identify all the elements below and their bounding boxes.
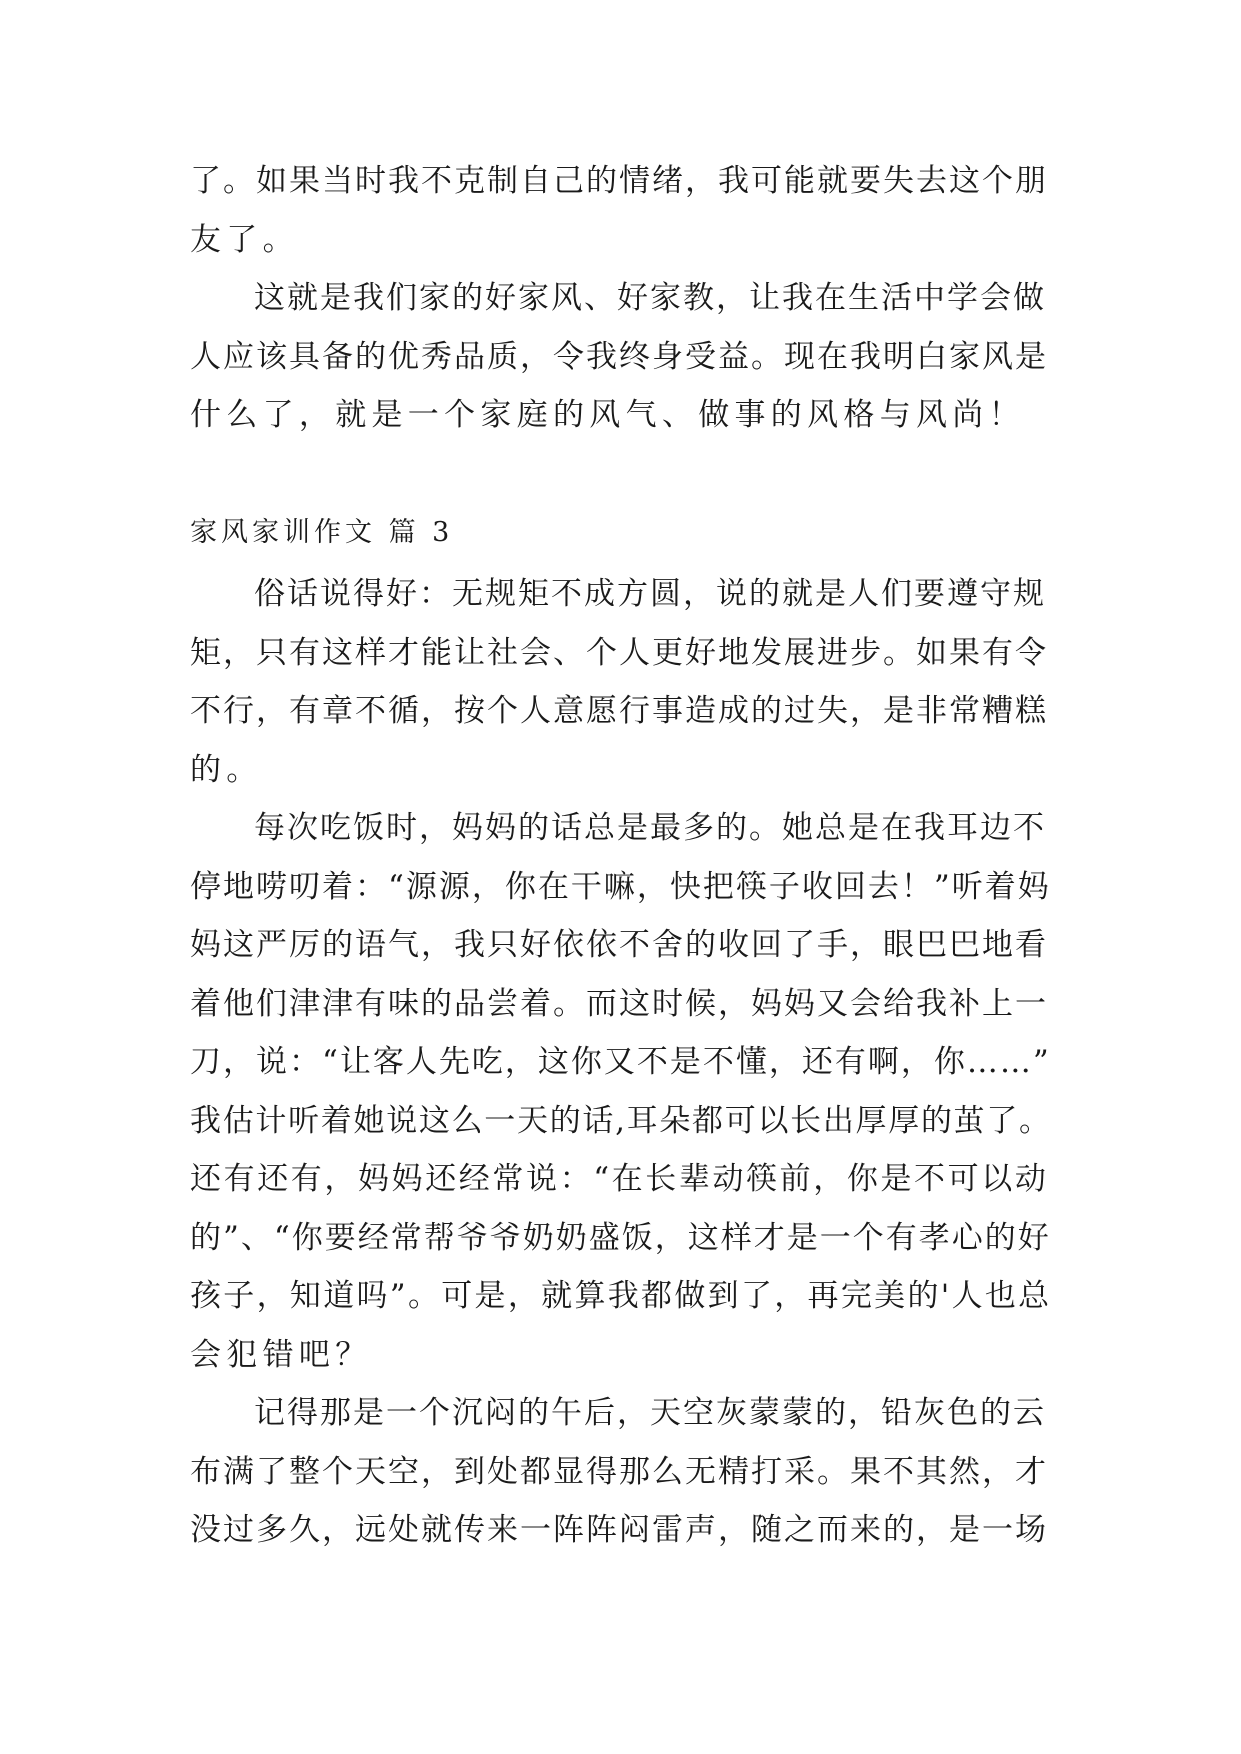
text-line: 友了。 — [190, 221, 299, 258]
essay-section-top — [190, 152, 1052, 445]
text-line: 妈这严厉的语气，我只好依依不舍的收回了手，眼巴巴地看 — [190, 927, 1048, 963]
text-line: 我估计听着她说这么一天的话,耳朵都可以长出厚厚的茧了。 — [190, 1102, 1052, 1139]
text-line: 矩，只有这样才能让社会、个人更好地发展进步。如果有令 — [190, 634, 1048, 671]
text-line: 没过多久，远处就传来一阵阵闷雷声，随之而来的，是一场 — [190, 1512, 1048, 1548]
text-line: 每次吃饭时，妈妈的话总是最多的。她总是在我耳边不 — [254, 810, 1046, 846]
text-line: 这就是我们家的好家风、好家教，让我在生活中学会做 — [254, 280, 1046, 316]
text-line: 的。 — [190, 751, 263, 788]
section-heading: 家风家训作文 篇 3 — [190, 517, 454, 548]
text-line: 了。如果当时我不克制自己的情绪，我可能就要失去这个朋 — [190, 163, 1048, 199]
text-line: 刀，说：“让客人先吃，这你又不是不懂，还有啊，你……” — [190, 1044, 1051, 1080]
text-line: 还有还有，妈妈还经常说：“在长辈动筷前，你是不可以动 — [190, 1161, 1049, 1197]
text-line: 布满了整个天空，到处都显得那么无精打采。果不其然，才 — [190, 1453, 1048, 1490]
text-line: 着他们津津有味的品尝着。而这时候，妈妈又会给我补上一 — [190, 985, 1048, 1022]
text-line: 什么了，就是一个家庭的风气、做事的风格与风尚！ — [190, 397, 1025, 433]
text-line: 人应该具备的优秀品质，令我终身受益。现在我明白家风是 — [190, 338, 1048, 375]
text-line: 的”、“你要经常帮爷爷奶奶盛饭，这样才是一个有孝心的好 — [190, 1219, 1051, 1256]
text-line: 俗话说得好：无规矩不成方圆，说的就是人们要遵守规 — [254, 576, 1046, 612]
text-line: 会犯错吧？ — [190, 1336, 372, 1373]
essay-section-3 — [190, 565, 1052, 1560]
text-line: 记得那是一个沉闷的午后，天空灰蒙蒙的，铅灰色的云 — [254, 1395, 1046, 1431]
text-line: 停地唠叨着：“源源，你在干嘛，快把筷子收回去！”听着妈 — [190, 868, 1051, 905]
text-line: 不行，有章不循，按个人意愿行事造成的过失，是非常糟糕 — [190, 693, 1048, 729]
text-line: 孩子，知道吗”。可是，就算我都做到了，再完美的'人也总 — [190, 1278, 1052, 1314]
